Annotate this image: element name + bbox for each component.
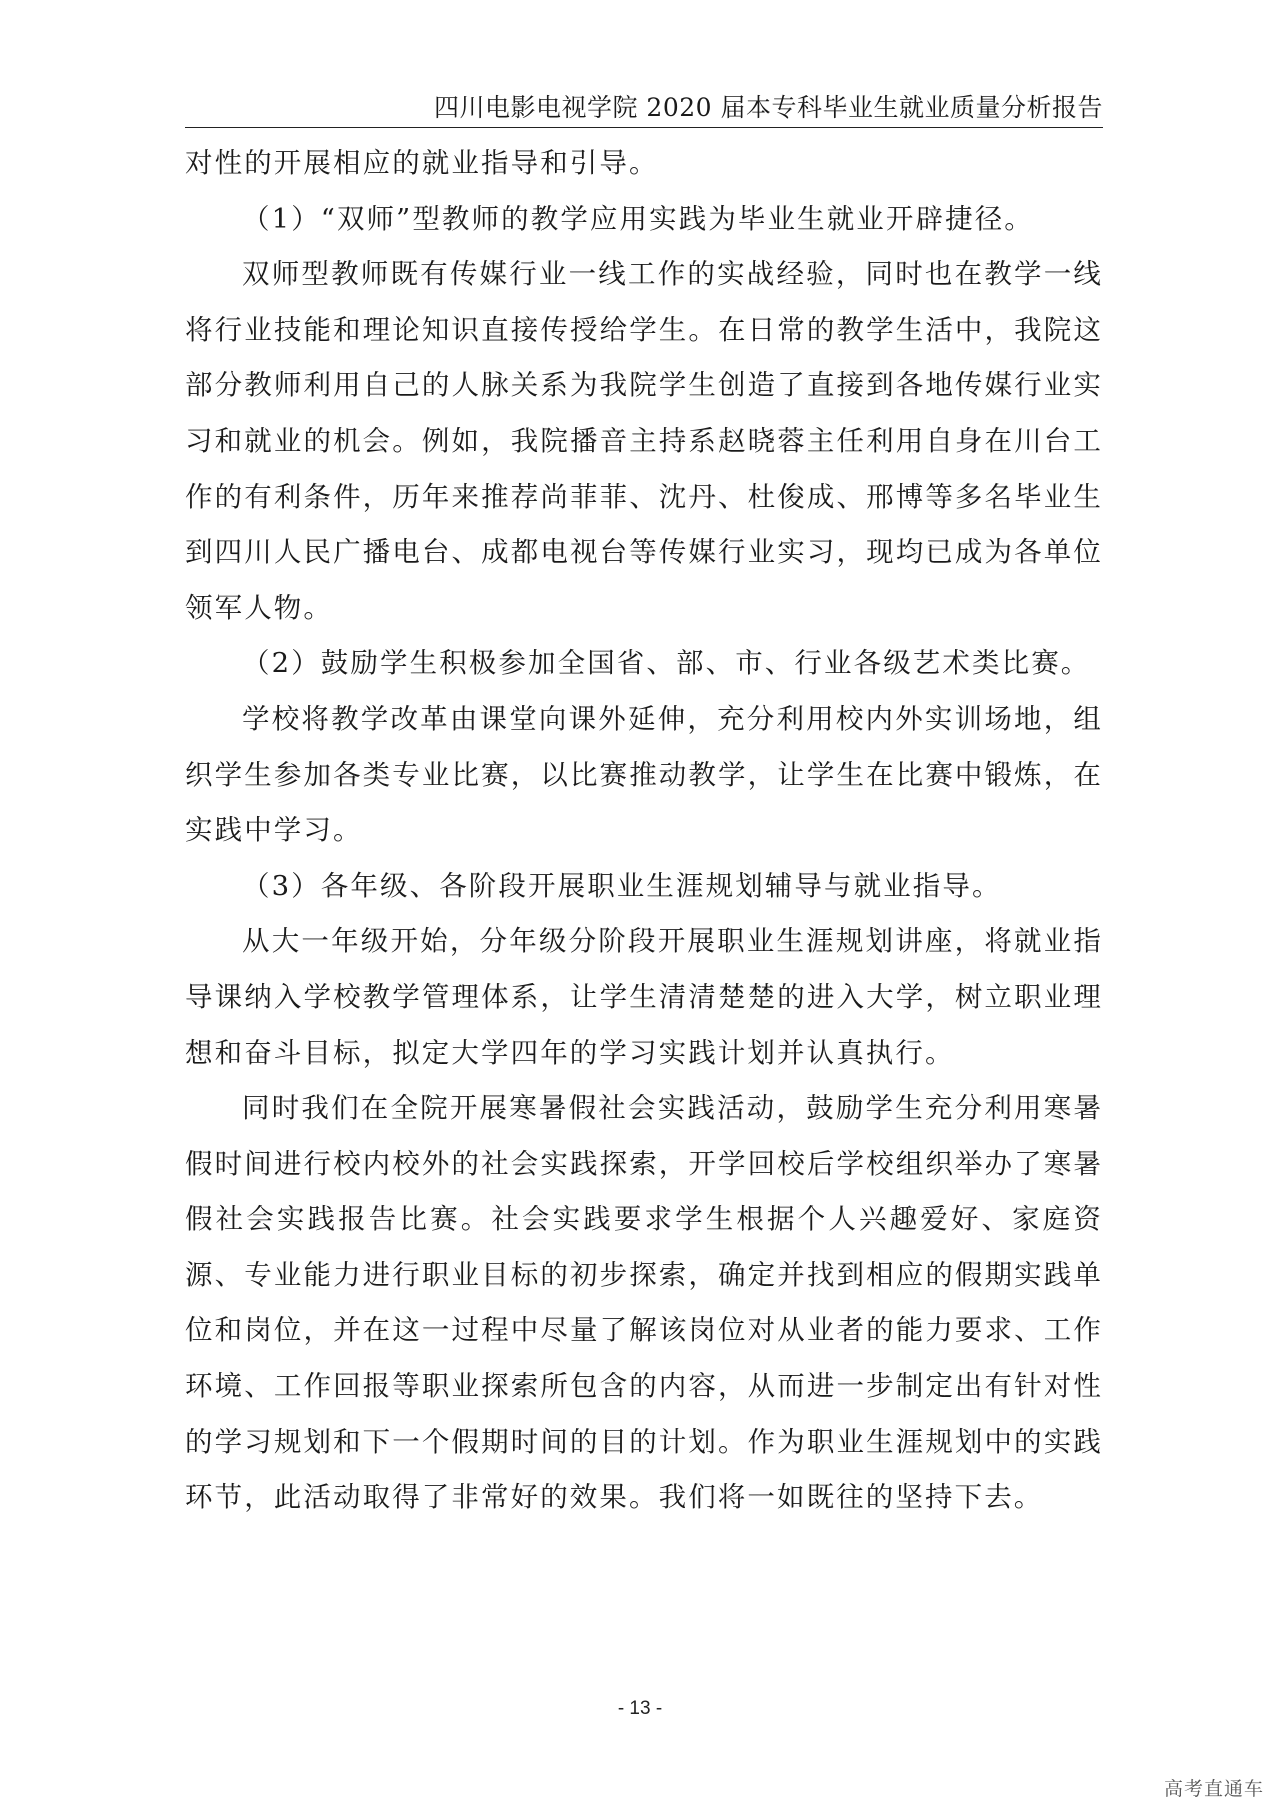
report-title: 四川电影电视学院 2020 届本专科毕业生就业质量分析报告 <box>433 93 1103 122</box>
paragraph-competitions: 学校将教学改革由课堂向课外延伸，充分利用校内外实训场地，组织学生参加各类专业比赛，以比赛推动教学，让学生在比赛中锻炼，在实践中学习。 <box>185 702 1103 847</box>
section-heading-3: （3）各年级、各阶段开展职业生涯规划辅导与就业指导。 <box>242 869 1002 902</box>
page-number: - 13 - <box>617 1698 663 1719</box>
page-header <box>185 86 1103 128</box>
paragraph-social-practice: 同时我们在全院开展寒暑假社会实践活动，鼓励学生充分利用寒暑假时间进行校内校外的社会实践探索，开学回校后学校组织举办了寒暑假社会实践报告比赛。社会实践要求学生根据个人兴趣爱好、家庭资源、专业能力进行职业目标的初步探索，确定并找到相应的假期实践单位和岗位，并在这一过程中尽量了解该岗位对从业者的能力要求、工作环境、工作回报等职业探索所包含的内容，从而进一步制定出有针对性的学习规划和下一个假期时间的目的计划。作为职业生涯规划中的实践环节，此活动取得了非常好的效果。我们将一如既往的坚持下去。 <box>185 1092 1103 1514</box>
document-body <box>185 136 1103 1526</box>
section-heading-1: （1）“双师”型教师的教学应用实践为毕业生就业开辟捷径。 <box>242 202 1034 235</box>
watermark-text: 高考直通车 <box>1163 1778 1264 1800</box>
section-heading-2: （2）鼓励学生积极参加全国省、部、市、行业各级艺术类比赛。 <box>242 647 1091 680</box>
paragraph-career-planning: 从大一年级开始，分年级分阶段开展职业生涯规划讲座，将就业指导课纳入学校教学管理体系，让学生清清楚楚的进入大学，树立职业理想和奋斗目标，拟定大学四年的学习实践计划并认真执行。 <box>185 925 1103 1069</box>
paragraph-continued: 对性的开展相应的就业指导和引导。 <box>185 147 659 179</box>
paragraph-double-teacher: 双师型教师既有传媒行业一线工作的实战经验，同时也在教学一线将行业技能和理论知识直接传授给学生。在日常的教学生活中，我院这部分教师利用自己的人脉关系为我院学生创造了直接到各地传媒行业实习和就业的机会。例如，我院播音主持系赵晓蓉主任利用自身在川台工作的有利条件，历年来推荐尚菲菲、沈丹、杜俊成、邢博等多名毕业生到四川人民广播电台、成都电视台等传媒行业实习，现均已成为各单位领军人物。 <box>185 258 1103 624</box>
